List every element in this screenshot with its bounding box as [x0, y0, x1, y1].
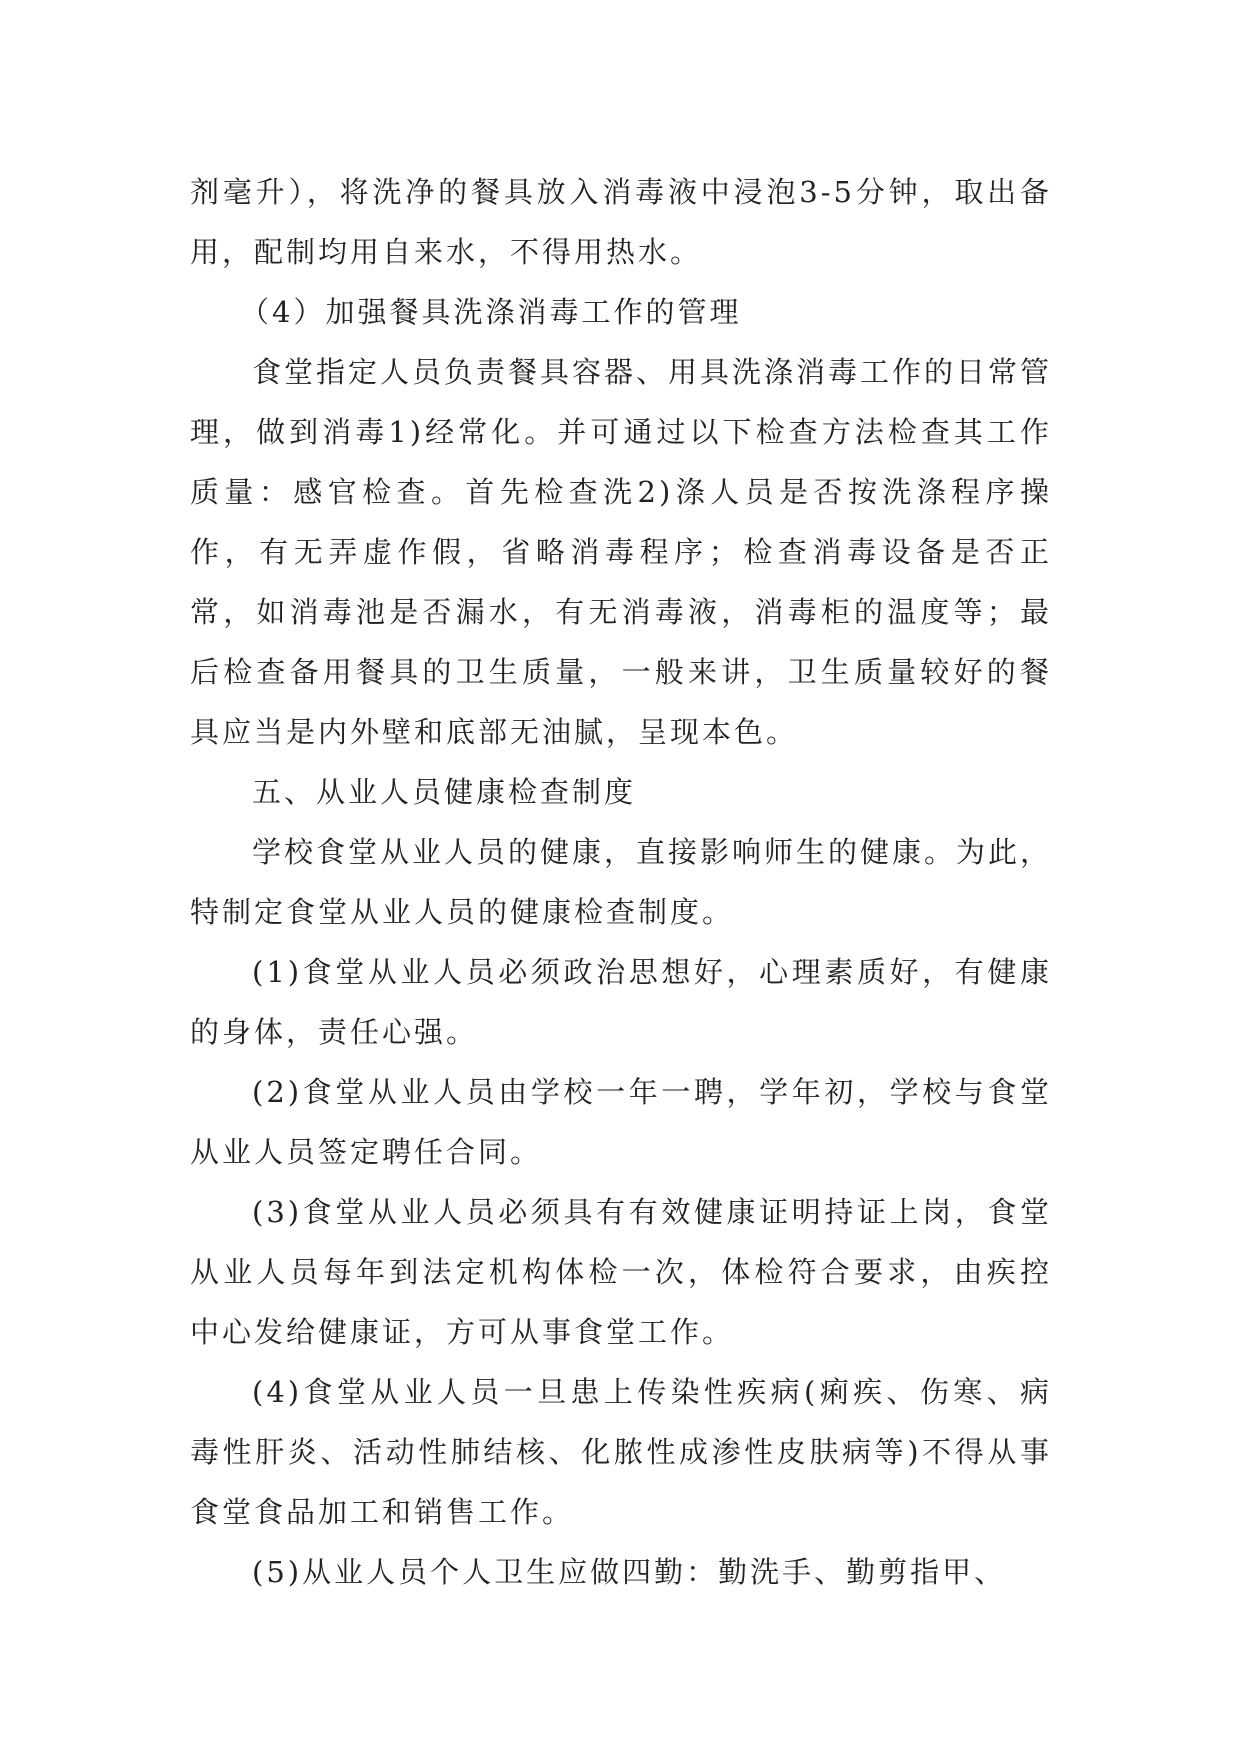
- list-item-2: (2)食堂从业人员由学校一年一聘，学年初，学校与食堂从业人员签定聘任合同。: [190, 1075, 1052, 1169]
- list-item-4: (4)食堂从业人员一旦患上传染性疾病(痢疾、伤寒、病毒性肝炎、活动性肺结核、化脓性成渗性皮肤病等)不得从事食堂食品加工和销售工作。: [190, 1375, 1052, 1529]
- paragraph-health-check-intro: 学校食堂从业人员的健康，直接影响师生的健康。为此，特制定食堂从业人员的健康检查制度。: [190, 835, 1053, 929]
- paragraph-disinfectant-continuation: 剂毫升），将洗净的餐具放入消毒液中浸泡3-5分钟，取出备用，配制均用自来水，不得用热水。: [190, 175, 1052, 269]
- paragraph-tableware-management: 食堂指定人员负责餐具容器、用具洗涤消毒工作的日常管理，做到消毒1)经常化。并可通过以下检查方法检查其工作质量：感官检查。首先检查洗2)涤人员是否按洗涤程序操作，有无弄虚作假，省略消毒程序；检查消毒设备是否正常，如消毒池是否漏水，有无消毒液，消毒柜的温度等；最后检查备用餐具的卫生质量，一般来讲，卫生质量较好的餐具应当是内外壁和底部无油腻，呈现本色。: [190, 355, 1053, 749]
- subheading-tableware-management: （4）加强餐具洗涤消毒工作的管理: [240, 295, 742, 329]
- list-item-3: (3)食堂从业人员必须具有有效健康证明持证上岗，食堂从业人员每年到法定机构体检一次，体检符合要求，由疾控中心发给健康证，方可从事食堂工作。: [190, 1195, 1052, 1349]
- list-item-5: (5)从业人员个人卫生应做四勤：勤洗手、勤剪指甲、: [252, 1555, 1007, 1589]
- section-heading-health-check: 五、从业人员健康检查制度: [252, 775, 637, 809]
- list-item-1: (1)食堂从业人员必须政治思想好，心理素质好，有健康的身体，责任心强。: [190, 955, 1052, 1049]
- document-body: [190, 162, 1052, 1602]
